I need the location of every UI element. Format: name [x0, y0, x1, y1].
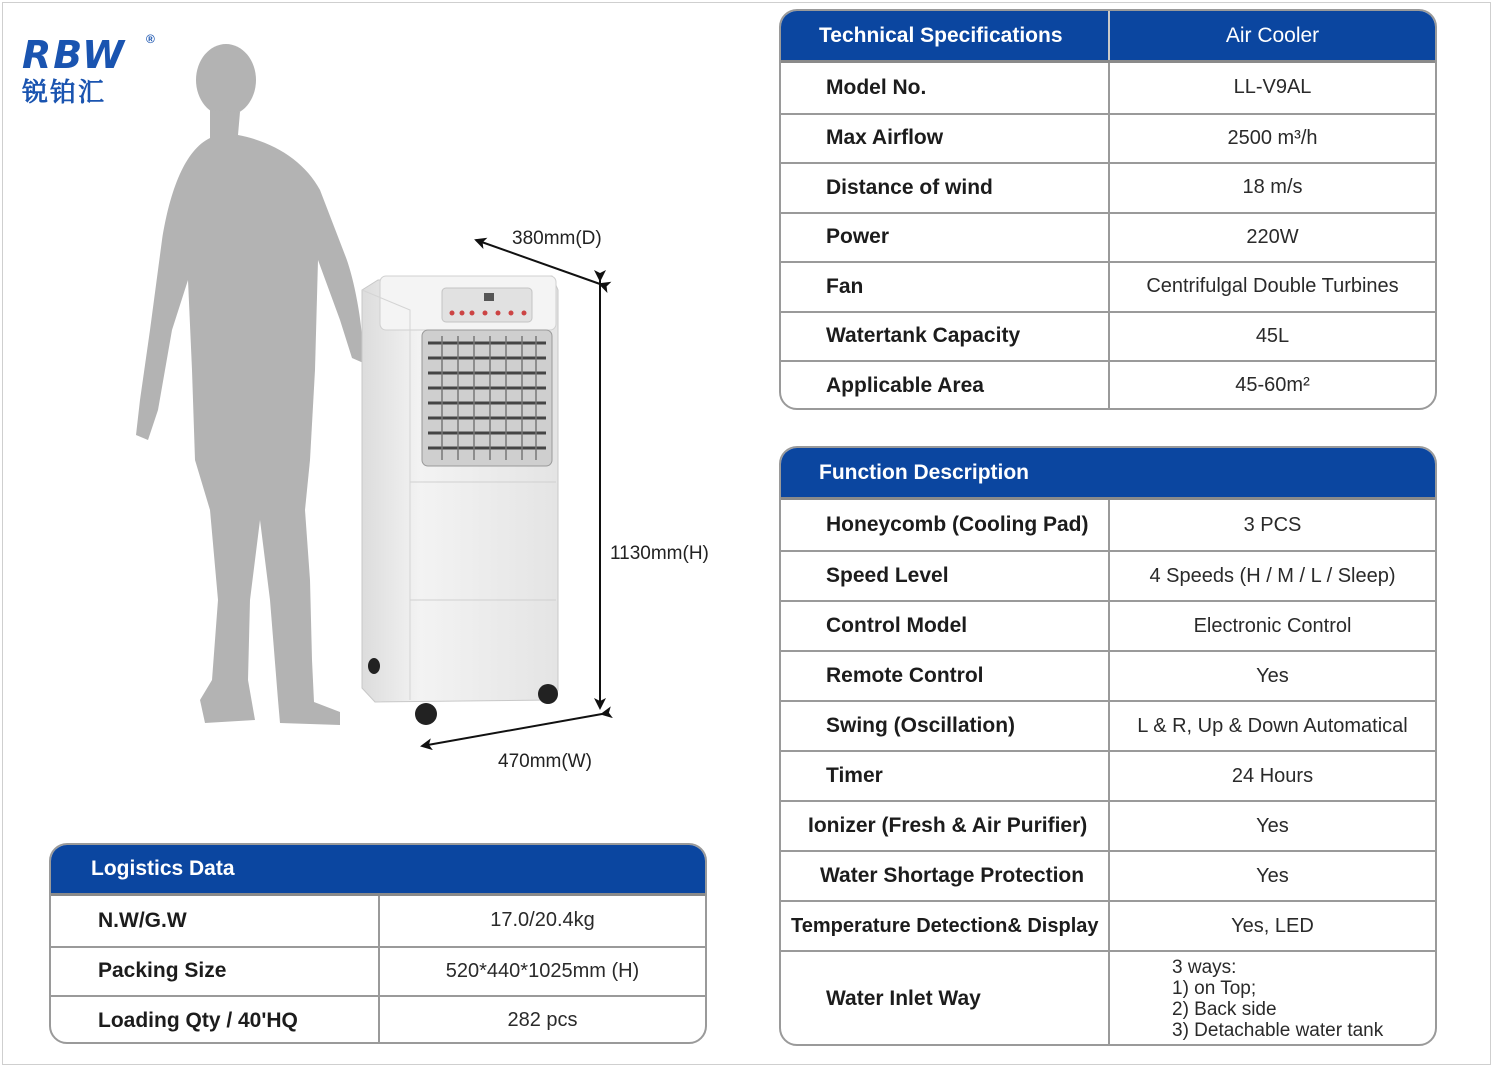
tech-specs-label: Power — [826, 225, 890, 249]
function-desc-row — [781, 600, 1435, 650]
function-description-table — [779, 446, 1437, 1046]
logistics-value: 520*440*1025mm (H) — [378, 948, 705, 996]
function-desc-value: 3 PCS — [1108, 500, 1435, 550]
function-desc-label: Remote Control — [826, 664, 984, 687]
logistics-label: Packing Size — [98, 959, 227, 983]
product-type: Air Cooler — [1225, 23, 1320, 47]
logo-wordmark: RBW — [22, 33, 127, 77]
logistics-label: N.W/G.W — [98, 908, 187, 932]
tech-specs-value: 45-60m² — [1108, 362, 1435, 410]
function-desc-value: Electronic Control — [1108, 602, 1435, 650]
water-inlet-line: 1) on Top; — [1172, 978, 1257, 999]
tech-specs-row — [781, 311, 1435, 361]
function-desc-label: Honeycomb (Cooling Pad) — [826, 513, 1089, 536]
tech-specs-title: Technical Specifications — [819, 23, 1063, 47]
depth-label: 380mm(D) — [512, 228, 602, 249]
logistics-value: 17.0/20.4kg — [378, 896, 705, 946]
tech-specs-rows — [781, 63, 1435, 410]
function-desc-label: Ionizer (Fresh & Air Purifier) — [808, 814, 1088, 837]
logistics-label: Loading Qty / 40'HQ — [98, 1008, 298, 1032]
function-description-title: Function Description — [819, 460, 1029, 484]
logistics-header — [51, 845, 705, 896]
function-desc-label: Temperature Detection& Display — [791, 914, 1099, 937]
function-desc-row — [781, 850, 1435, 900]
function-desc-label: Water Shortage Protection — [820, 864, 1085, 887]
water-inlet-line: 2) Back side — [1172, 999, 1277, 1020]
function-desc-label: Timer — [826, 764, 883, 787]
tech-specs-row — [781, 162, 1435, 212]
function-desc-value: Yes, LED — [1108, 902, 1435, 950]
width-arrow — [422, 714, 602, 746]
tech-specs-row — [781, 63, 1435, 113]
tech-specs-label: Model No. — [826, 75, 927, 99]
tech-specs-label: Applicable Area — [826, 373, 984, 397]
logistics-rows — [51, 896, 705, 1044]
function-desc-row — [781, 750, 1435, 800]
tech-specs-label: Distance of wind — [826, 175, 993, 199]
function-description-rows — [781, 500, 1435, 1046]
logistics-value: 282 pcs — [378, 997, 705, 1044]
function-desc-value: L & R, Up & Down Automatical — [1108, 702, 1435, 750]
function-desc-value: 4 Speeds (H / M / L / Sleep) — [1108, 552, 1435, 600]
tech-specs-label: Max Airflow — [826, 126, 944, 150]
function-desc-row — [781, 800, 1435, 850]
logistics-table — [49, 843, 707, 1044]
logo-chinese-name: 锐铂汇 — [22, 78, 107, 108]
function-desc-row — [781, 700, 1435, 750]
logistics-row — [51, 896, 705, 946]
function-desc-row — [781, 900, 1435, 950]
product-illustration — [100, 40, 740, 800]
tech-specs-row — [781, 360, 1435, 410]
function-desc-label: Swing (Oscillation) — [826, 714, 1016, 737]
tech-specs-value: 45L — [1108, 313, 1435, 361]
logistics-title: Logistics Data — [91, 857, 235, 880]
height-label: 1130mm(H) — [610, 543, 709, 564]
function-desc-label: Control Model — [826, 614, 968, 637]
water-inlet-line: 3) Detachable water tank — [1172, 1020, 1384, 1041]
tech-specs-row — [781, 113, 1435, 163]
registered-mark: ® — [146, 32, 155, 46]
tech-specs-label: Watertank Capacity — [826, 324, 1021, 348]
tech-specs-row — [781, 261, 1435, 311]
function-desc-value: Yes — [1108, 802, 1435, 850]
function-desc-value: Yes — [1108, 652, 1435, 700]
function-desc-row — [781, 650, 1435, 700]
function-desc-label: Speed Level — [826, 564, 949, 587]
tech-specs-label: Fan — [826, 274, 864, 298]
tech-specs-value: 2500 m³/h — [1108, 115, 1435, 163]
tech-specs-row — [781, 212, 1435, 262]
logistics-row — [51, 946, 705, 996]
tech-specs-value: 18 m/s — [1108, 164, 1435, 212]
water-inlet-row — [781, 950, 1435, 1046]
logistics-row — [51, 995, 705, 1044]
tech-specs-value: Centrifulgal Double Turbines — [1108, 263, 1435, 311]
tech-specs-table — [779, 9, 1437, 410]
water-inlet-label: Water Inlet Way — [826, 987, 981, 1010]
air-cooler-image — [362, 276, 558, 725]
person-silhouette — [136, 44, 375, 725]
tech-specs-value: 220W — [1108, 214, 1435, 262]
function-desc-value: 24 Hours — [1108, 752, 1435, 800]
function-description-header — [781, 448, 1435, 500]
water-inlet-value — [1108, 952, 1435, 1046]
tech-specs-header — [781, 11, 1435, 63]
width-label: 470mm(W) — [498, 751, 592, 772]
function-desc-value: Yes — [1108, 852, 1435, 900]
function-desc-row — [781, 550, 1435, 600]
function-desc-row — [781, 500, 1435, 550]
tech-specs-value: LL-V9AL — [1108, 63, 1435, 113]
water-inlet-line: 3 ways: — [1172, 957, 1237, 978]
